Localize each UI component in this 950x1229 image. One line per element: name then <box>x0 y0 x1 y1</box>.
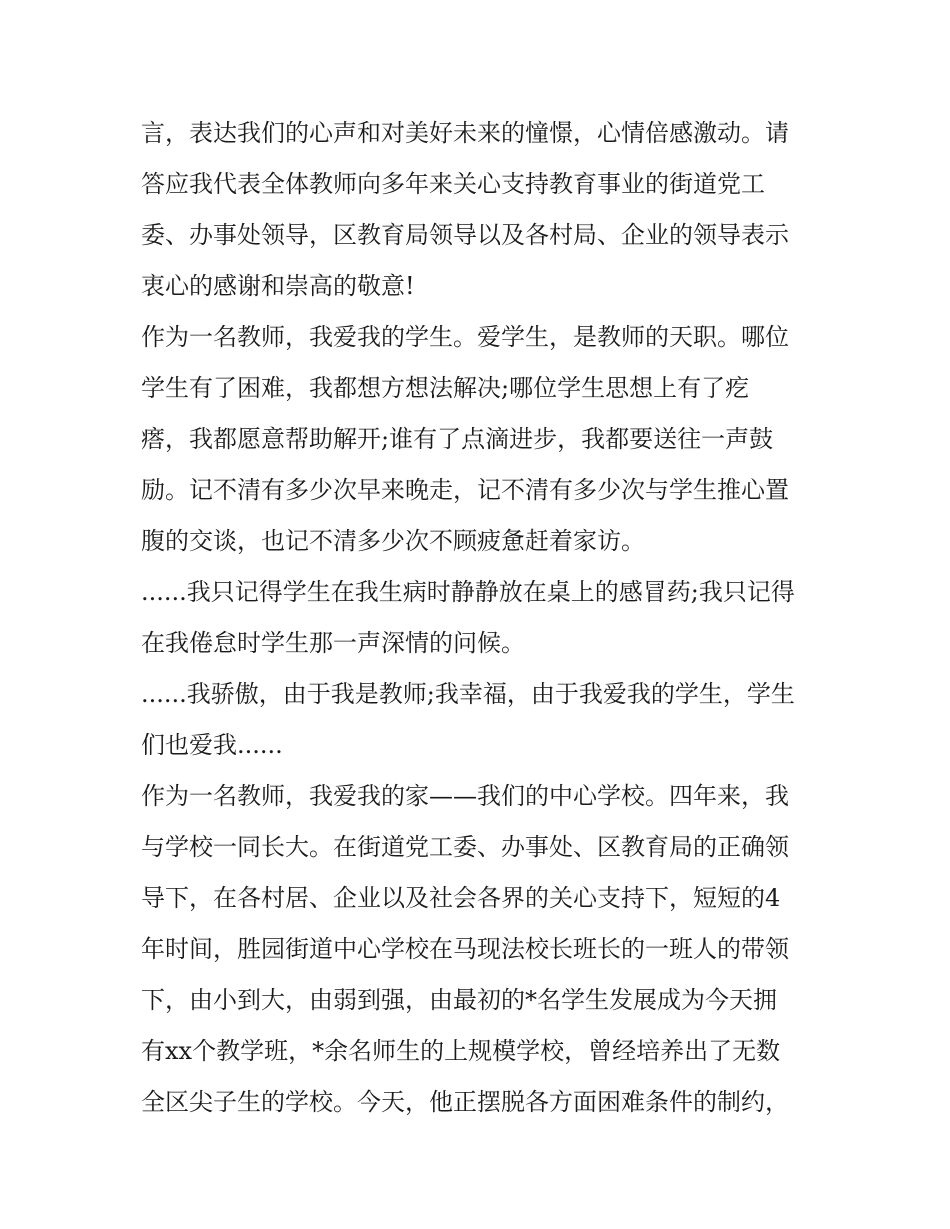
text-line: ......我只记得学生在我生病时静静放在桌上的感冒药;我只记得 <box>141 578 795 606</box>
text-line: ......我骄傲，由于我是教师;我幸福，由于我爱我的学生，学生 <box>141 680 795 708</box>
text-line: 学生有了困难，我都想方想法解决;哪位学生思想上有了疙 <box>141 374 750 402</box>
text-line: 委、办事处领导，区教育局领导以及各村局、企业的领导表示 <box>141 221 789 249</box>
text-line: 衷心的感谢和崇高的敬意! <box>141 272 415 300</box>
text-line: 下，由小到大，由弱到强，由最初的*名学生发展成为今天拥 <box>141 986 777 1014</box>
text-line: 年时间，胜园街道中心学校在马现法校长班长的一班人的带领 <box>141 935 789 963</box>
text-line: 与学校一同长大。在街道党工委、办事处、区教育局的正确领 <box>141 833 789 861</box>
text-line: 们也爱我...... <box>141 731 283 759</box>
body-text <box>141 108 821 1128</box>
text-line: 在我倦怠时学生那一声深情的问候。 <box>141 629 525 657</box>
text-line: 腹的交谈，也记不清多少次不顾疲惫赶着家访。 <box>141 527 645 555</box>
text-line: 励。记不清有多少次早来晚走，记不清有多少次与学生推心置 <box>141 476 789 504</box>
text-line: 有xx个教学班，*余名师生的上规模学校，曾经培养出了无数 <box>141 1037 781 1065</box>
text-line: 瘩，我都愿意帮助解开;谁有了点滴进步，我都要送往一声鼓 <box>141 425 774 453</box>
text-line: 全区尖子生的学校。今天，他正摆脱各方面困难条件的制约， <box>141 1088 789 1116</box>
text-line: 作为一名教师，我爱我的学生。爱学生，是教师的天职。哪位 <box>141 323 789 351</box>
text-line: 答应我代表全体教师向多年来关心支持教育事业的街道党工 <box>141 170 765 198</box>
text-line: 言，表达我们的心声和对美好未来的憧憬，心情倍感激动。请 <box>141 119 789 147</box>
text-line: 导下，在各村居、企业以及社会各界的关心支持下，短短的4 <box>141 884 781 912</box>
text-line: 作为一名教师，我爱我的家——我们的中心学校。四年来，我 <box>141 782 789 810</box>
